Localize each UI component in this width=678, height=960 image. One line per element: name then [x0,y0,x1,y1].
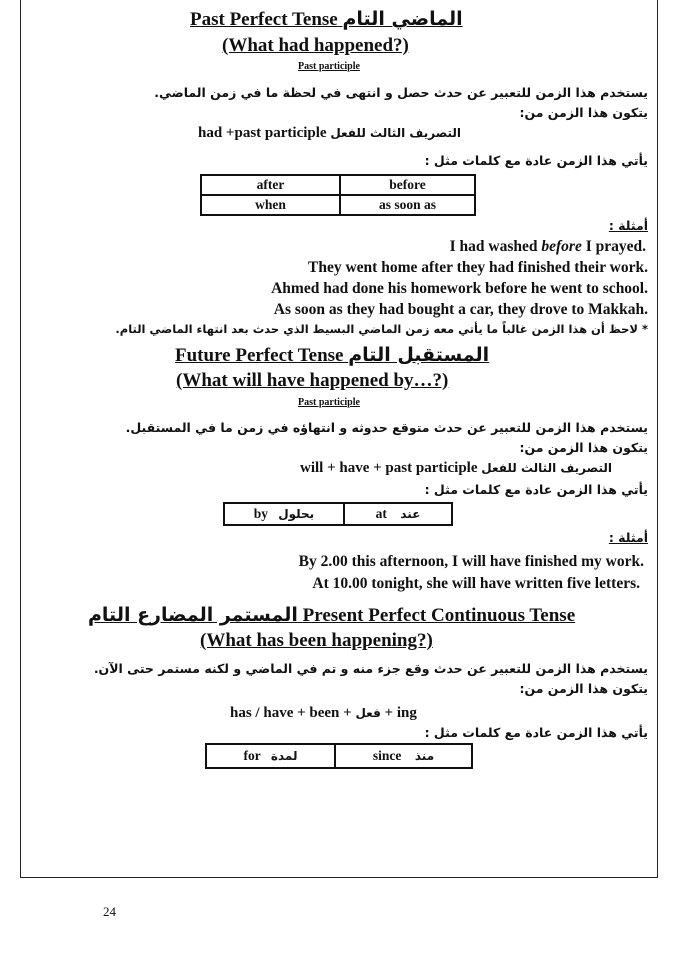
ppc-title-en: Present Perfect Continuous Tense [302,605,576,626]
past-perfect-usage: يستخدم هذا الزمن للتعبير عن حدث حصل و انتهى في لحظة ما في زمن الماضي. [154,85,648,100]
future-perfect-question: (What will have happened by…?) [176,370,449,391]
word-ar: عند [400,507,421,521]
present-perfect-continuous-title [88,604,575,627]
future-perfect-title-ar: المستقبل التام [348,344,490,366]
past-perfect-example-2: They went home after they had finished their work. [308,259,648,276]
past-perfect-example-1 [450,238,646,256]
ppc-formula-part2: + ing [384,705,417,721]
past-perfect-formula-en: had +past participle [198,125,327,141]
word-ar: منذ [414,749,435,763]
word-en: by [253,506,269,521]
past-perfect-note: * لاحظ أن هذا الزمن غالباً ما يأتي معه زمن الماضي البسيط الذي حدث بعد انتهاء الماضي التام. [115,322,648,336]
past-perfect-examples-label: أمثلة : [608,218,648,233]
future-perfect-form-intro: يتكون هذا الزمن من: [519,440,648,455]
word-en: for [243,748,261,763]
present-perfect-continuous-question: (What has been happening?) [200,630,433,651]
future-perfect-formula-en: will + have + past participle [300,460,478,476]
past-perfect-title [190,8,463,31]
past-perfect-example-3: Ahmed had done his homework before he went to school. [271,280,648,297]
table-cell [344,503,452,525]
word-en: since [372,748,402,763]
page-number: 24 [103,904,116,919]
table-row [224,503,452,525]
example-text: I prayed. [581,238,646,255]
future-perfect-usage: يستخدم هذا الزمن للتعبير عن حدث متوقع حدوثه و انتهاؤه في زمن ما في المستقبل. [125,420,648,435]
past-perfect-words-table [200,174,476,216]
table-cell [224,503,344,525]
ppc-formula [230,705,417,722]
table-cell: before [340,175,475,195]
ppc-usage: يستخدم هذا الزمن للتعبير عن حدث وقع جزء منه و تم في الماضي و لكنه مستمر حتى الآن. [93,661,648,676]
table-row [201,175,475,195]
word-ar: لمدة [270,749,298,763]
past-perfect-title-ar: الماضي التام [342,8,463,30]
future-perfect-title-en: Future Perfect Tense [175,345,344,366]
future-perfect-words-intro: يأتي هذا الزمن عادة مع كلمات مثل : [424,482,648,497]
word-ar: بحلول [278,507,315,521]
example-text: I had washed [449,238,542,255]
example-emphasis: before [541,238,582,255]
future-perfect-examples-label: أمثلة : [608,530,648,545]
past-perfect-form-intro: يتكون هذا الزمن من: [519,105,648,120]
ppc-words-table [205,743,473,769]
past-perfect-question: (What had happened?) [222,35,409,56]
ppc-form-intro: يتكون هذا الزمن من: [519,681,648,696]
table-cell: as soon as [340,195,475,215]
table-cell: when [201,195,340,215]
table-cell [335,744,472,768]
word-en: at [375,506,387,521]
ppc-title-ar: المستمر المضارع التام [88,604,298,626]
future-perfect-formula-ar: التصريف الثالث للفعل [481,461,612,475]
table-cell: after [201,175,340,195]
past-perfect-pp-label: Past participle [298,61,360,72]
past-perfect-example-4: As soon as they had bought a car, they drove to Makkah. [273,301,648,318]
table-cell [206,744,335,768]
ppc-formula-part1: has / have + been + [230,705,352,721]
future-perfect-example-2: At 10.00 tonight, she will have written five letters. [312,575,640,592]
future-perfect-pp-label: Past participle [298,397,360,408]
future-perfect-formula [300,460,612,477]
ppc-words-intro: يأتي هذا الزمن عادة مع كلمات مثل : [424,725,648,740]
ppc-formula-verb-ar: فعل [355,706,381,720]
table-row [206,744,472,768]
past-perfect-formula-ar: التصريف الثالث للفعل [330,126,462,140]
future-perfect-example-1: By 2.00 this afternoon, I will have finished my work. [298,553,644,570]
future-perfect-title [175,344,489,367]
past-perfect-words-intro: يأتي هذا الزمن عادة مع كلمات مثل : [424,153,648,168]
future-perfect-words-table [223,502,453,526]
table-row [201,195,475,215]
past-perfect-formula [198,125,461,142]
past-perfect-title-en: Past Perfect Tense [190,9,338,30]
